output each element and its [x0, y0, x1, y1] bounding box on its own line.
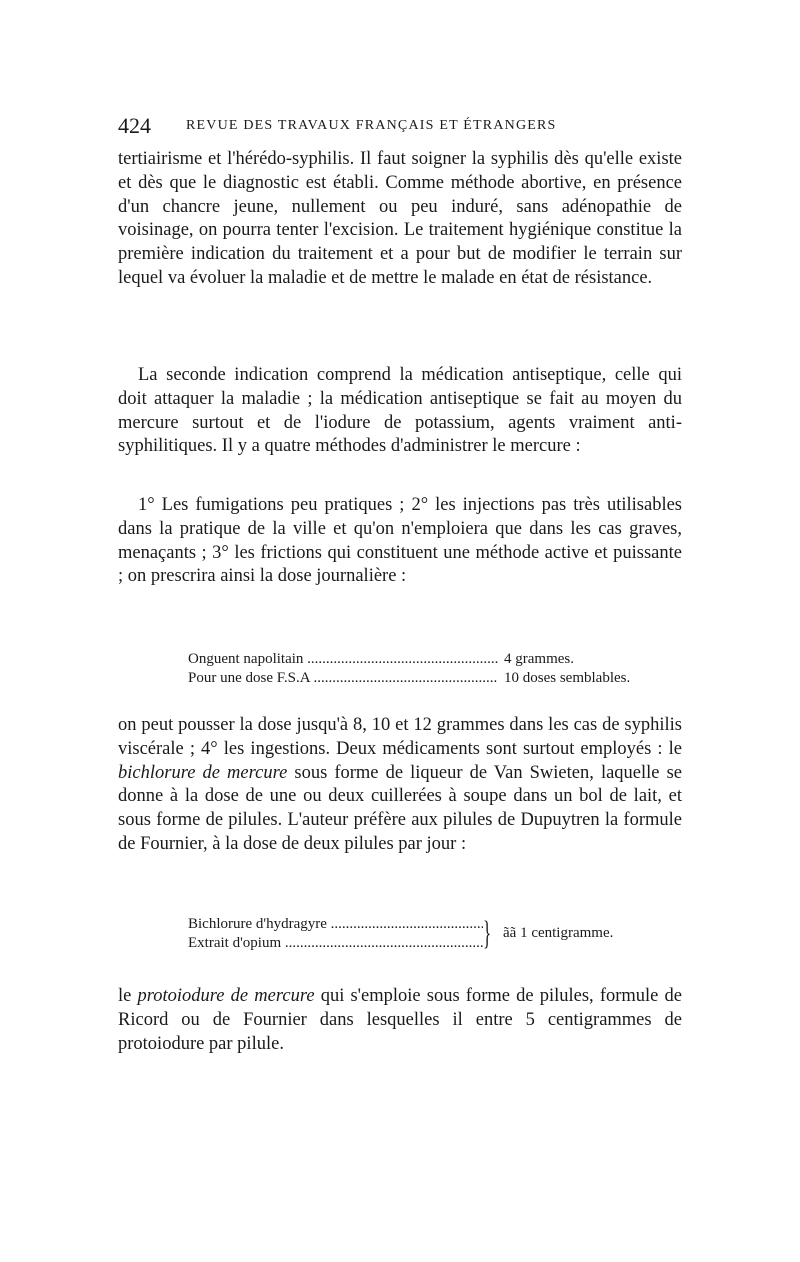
paragraph-4-text-b: sous forme de liqueur de Van Swieten, laquelle se donne à la dose de une ou deux cuillerées à soupe dans un bol de lait, et sous forme de pilules. L'auteur préfère aux pilules de Dupuytren la formule de Fournier, à la dose de deux pilules par jour :	[118, 762, 682, 854]
page-header	[118, 113, 682, 143]
ingredient-name: Onguent napolitain .....	[188, 650, 498, 669]
paragraph-5-text-b: qui s'emploie sous forme de pilules, formule de Ricord ou de Fournier dans lesquelles il entre 5 centigrammes de protoiodure par pilule.	[118, 986, 682, 1054]
emphasis-bichlorure: bichlorure de mercure	[118, 762, 288, 783]
ingredient-name: Bichlorure d'hydragyre .....	[188, 915, 483, 934]
prescription-line	[188, 669, 683, 688]
prescription-line	[188, 650, 683, 669]
prescription-frictions	[188, 650, 683, 688]
ingredient-dose: 4 grammes.	[504, 651, 574, 667]
paragraph-2: La seconde indication comprend la médication antiseptique, celle qui doit attaquer la maladie ; la médication antiseptique se fait au moyen du mercure surtout et de l'iodure de potassium, agents vraiment anti-syphilitiques. Il y a quatre méthodes d'administrer le mercure :	[118, 365, 682, 457]
paragraph-4	[118, 714, 682, 857]
page-number: 424	[118, 113, 151, 138]
paragraph-1: tertiairisme et l'hérédo-syphilis. Il faut soigner la syphilis dès qu'elle existe et dès que le diagnostic est établi. Comme méthode abortive, en présence d'un chancre jeune, nullement ou peu induré, sans adénopathie de voisinage, on pourra tenter l'excision. Le traitement hygiénique constitue la première indication du traitement et a pour but de modifier le terrain sur lequel va évoluer la maladie et de mettre le malade en état de résistance.	[118, 149, 682, 288]
paragraph-3: 1° Les fumigations peu pratiques ; 2° les injections pas très utilisables dans la pratique de la ville et qu'on n'emploiera que dans les cas graves, menaçants ; 3° les frictions qui constituent une méthode active et puissante ; on prescrira ainsi la dose journalière :	[118, 495, 682, 587]
paragraph-5-text-a: le	[118, 986, 138, 1006]
paragraph-4-text-a: on peut pousser la dose jusqu'à 8, 10 et 12 grammes dans les cas de syphilis viscérale ; 4° les ingestions. Deux médicaments sont surtout employés : le	[118, 715, 682, 759]
running-title: REVUE DES TRAVAUX FRANÇAIS ET ÉTRANGERS	[186, 118, 557, 133]
prescription-pilules	[188, 915, 688, 953]
ingredient-name: Extrait d'opium .....	[188, 934, 483, 953]
ingredient-dose: 10 doses semblables.	[504, 670, 631, 686]
ingredient-name: Pour une dose F.S.A .....	[188, 669, 498, 688]
brace-symbol: }	[483, 915, 492, 952]
ingredient-dose: ãã 1 centigramme.	[503, 925, 614, 941]
paragraph-5	[118, 985, 682, 1056]
emphasis-protoiodure: protoiodure de mercure	[137, 986, 315, 1006]
